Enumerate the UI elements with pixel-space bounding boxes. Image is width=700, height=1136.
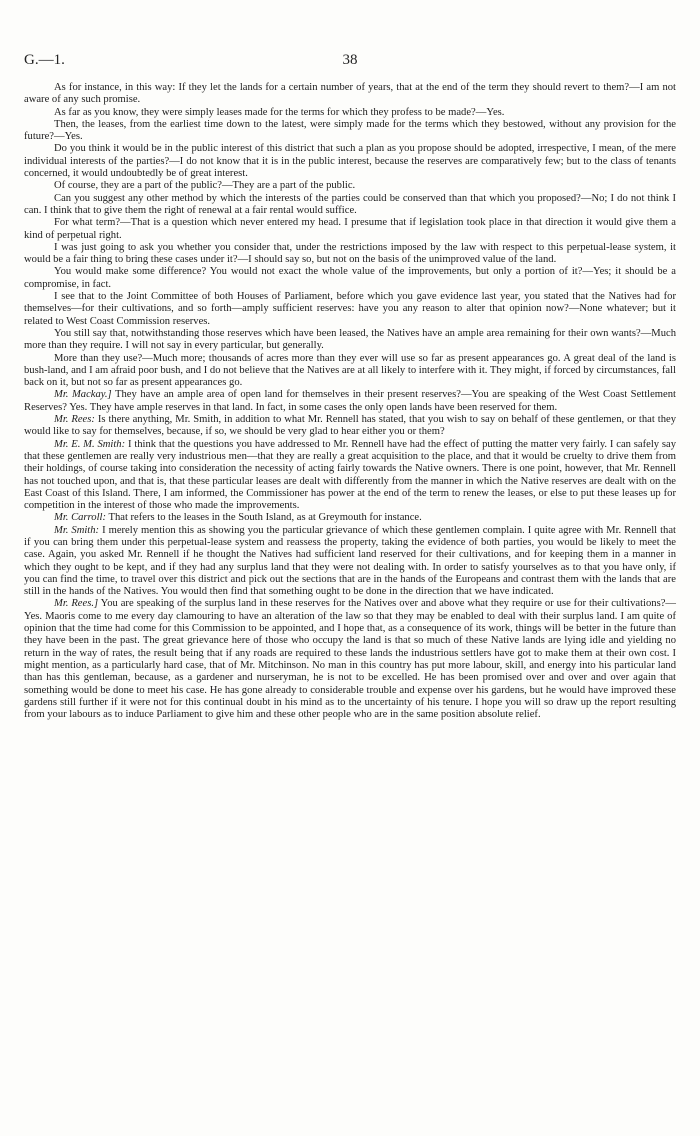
paragraph bbox=[24, 119, 676, 144]
paragraph-text: I see that to the Joint Committee of both Houses of Parliament, before which you gave evidence last year, you stated that the Natives had for themselves—for their cultivations, and so forth—amply sufficient reserves: have you any reason to alter that opinion now?—None whatever; but it related to West Coast Commission reserves. bbox=[24, 291, 676, 327]
document-body bbox=[24, 82, 676, 721]
speaker-name: Mr. Carroll: bbox=[54, 512, 106, 524]
paragraph-text: Of course, they are a part of the public?—They are a part of the public. bbox=[54, 180, 356, 192]
paragraph-text: For what term?—That is a question which never entered my head. I presume that if legislation took place in that direction it would give them a kind of perpetual right. bbox=[24, 217, 676, 241]
paragraph bbox=[24, 242, 676, 267]
paragraph-text: They have an ample area of open land for themselves in their present reserves?—You are speaking of the West Coast Settlement Reserves? Yes. They have ample reserves in that land. In fact, in some cases the only open lands have been reserved for them. bbox=[24, 389, 676, 413]
speaker-name: Mr. Rees: bbox=[54, 414, 95, 426]
document-code: G.—1. bbox=[24, 52, 65, 68]
paragraph-text: Do you think it would be in the public interest of this district that such a plan as you propose should be adopted, irrespective, I mean, of the mere individual interests of the parties?—I do not know that it is in the public interest, because the reserves are comparatively few; but to the class of tenants concerned, it would undoubtedly be of great interest. bbox=[24, 143, 676, 180]
page-number: 38 bbox=[342, 52, 358, 68]
paragraph-text: I think that the questions you have addressed to Mr. Rennell have had the effect of putting the matter very fairly. I can safely say that these gentlemen are really very industrious men—that they are really a great acquisition to the place, and that it would be cruelty to drive them from their holdings, of course taking into consideration the necessity of acting fairly towards the Native owners. There is one point, however, that Mr. Rennell has not touched upon, and that is, that these particular leases are dealt with differently from the manner in which the Native reserves are dealt with on the East Coast of this Island. There, I am informed, the Commissioner has power at the end of the term to renew the leases, or else to put these leases up for competition in the interest of those who made the improvements. bbox=[24, 438, 677, 512]
paragraph-text: As for instance, in this way: If they let the lands for a certain number of years, that at the end of the term they should revert to them?—I am not aware of any such promise. bbox=[24, 82, 676, 106]
paragraph-text: Is there anything, Mr. Smith, in addition to what Mr. Rennell has stated, that you wish to say on behalf of these gentlemen, or that they would like to say for themselves, because, if so, we should be very glad to hear either you or them? bbox=[24, 414, 676, 438]
paragraph bbox=[24, 217, 676, 242]
paragraph bbox=[24, 107, 676, 119]
speaker-name: Mr. E. M. Smith: bbox=[54, 438, 126, 450]
paragraph-text: As far as you know, they were simply leases made for the terms for which they profess to be made?—Yes. bbox=[54, 106, 505, 118]
paragraph-text: I merely mention this as showing you the particular grievance of which these gentlemen complain. I quite agree with Mr. Rennell that if you can bring them under this perpetual-lease system and reassess the property, taking the evidence of both parties, you would be likely to meet the case. Again, you asked Mr. Rennell if he thought the Natives had sufficient land reserved for their cultivations, and for keeping them in a manner in which they ought to be kept, and if they had any surplus land that they were not dealing with. In order to satisfy yourselves as to that you have only, if you can find the time, to travel over this district and pick out the sections that are in the hands of the Europeans and contrast them with the lands that are still in the hands of the Natives. You would then find that something ought to be done in the direction that we have indicated. bbox=[24, 524, 676, 598]
paragraph bbox=[24, 389, 676, 414]
paragraph-text: Then, the leases, from the earliest time down to the latest, were simply made for the terms which they bestowed, without any provision for the future?—Yes. bbox=[24, 118, 676, 143]
paragraph bbox=[24, 143, 676, 180]
paragraph-text: You would make some difference? You would not exact the whole value of the improvements, but only a portion of it?—Yes; it should be a compromise, in fact. bbox=[24, 266, 676, 290]
paragraph bbox=[24, 328, 676, 353]
paragraph bbox=[24, 82, 676, 107]
speaker-name: Mr. Smith: bbox=[54, 524, 100, 536]
paragraph-text: I was just going to ask you whether you consider that, under the restrictions imposed by the law with respect to this perpetual-lease system, it would be a fair thing to bring these cases under it?—I should say so, but not on the basis of the unimproved value of the land. bbox=[24, 241, 676, 266]
paragraph-text: Can you suggest any other method by which the interests of the parties could be conserved than that which you proposed?—No; I do not think I can. I think that to give them the right of renewal at a fair rental would suffice. bbox=[24, 192, 676, 216]
paragraph-text: You still say that, notwithstanding those reserves which have been leased, the Natives have an ample area remaining for their own wants?—Much more than they require. I will not say in every particular, but generally. bbox=[24, 327, 676, 352]
speaker-name: Mr. Rees.] bbox=[54, 598, 99, 610]
paragraph-text: You are speaking of the surplus land in these reserves for the Natives over and above what they require or use for their cultivations?—Yes. Maoris come to me every day clamouring to have an alteration of the law so that they may be enabled to deal with their surplus land. I am quite of opinion that the time had come for this Commission to be appointed, and I hope that, as a consequence of its work, things will be better in the future than they have been in the past. The great grievance here of those who occupy the land is that so much of these Native lands are lying idle and yielding no return in the way of rates, the result being that if any roads are required to these lands the industrious settlers have got to make them at their own cost. I might mention, as a particularly hard case, that of Mr. Mitchinson. No man in this country has put more labour, skill, and energy into his particular land than has this gentleman, because, as a gardener and nurseryman, he is not to be excelled. He has been promised over and over and over again that something would be done to meet his case. He has gone already to considerable trouble and expense over his gardens, but he would have improved these gardens still further if it were not for this continual doubt in his mind as to the uncertainty of his tenure. I hope you will so draw up the report resulting from your labours as to induce Parliament to give him and these other people who are in the same position absolute relief. bbox=[24, 598, 676, 721]
paragraph bbox=[24, 291, 676, 328]
paragraph bbox=[24, 180, 676, 192]
paragraph-text: That refers to the leases in the South Island, as at Greymouth for instance. bbox=[108, 512, 422, 524]
paragraph bbox=[24, 439, 676, 513]
paragraph bbox=[24, 266, 676, 291]
paragraph bbox=[24, 193, 676, 218]
paragraph-text: More than they use?—Much more; thousands of acres more than they ever will use so far as present appearances go. A great deal of the land is bush-land, and I am afraid poor bush, and I do not believe that the Natives are at all likely to interfere with it. They might, if forced by circumstances, fall back on it, but not so far as present appearances go. bbox=[24, 352, 676, 389]
paragraph bbox=[24, 353, 676, 390]
page-header bbox=[24, 52, 676, 72]
paragraph bbox=[24, 414, 676, 439]
speaker-name: Mr. Mackay.] bbox=[54, 389, 112, 401]
paragraph bbox=[24, 512, 676, 524]
paragraph bbox=[24, 598, 676, 721]
paragraph bbox=[24, 525, 676, 599]
